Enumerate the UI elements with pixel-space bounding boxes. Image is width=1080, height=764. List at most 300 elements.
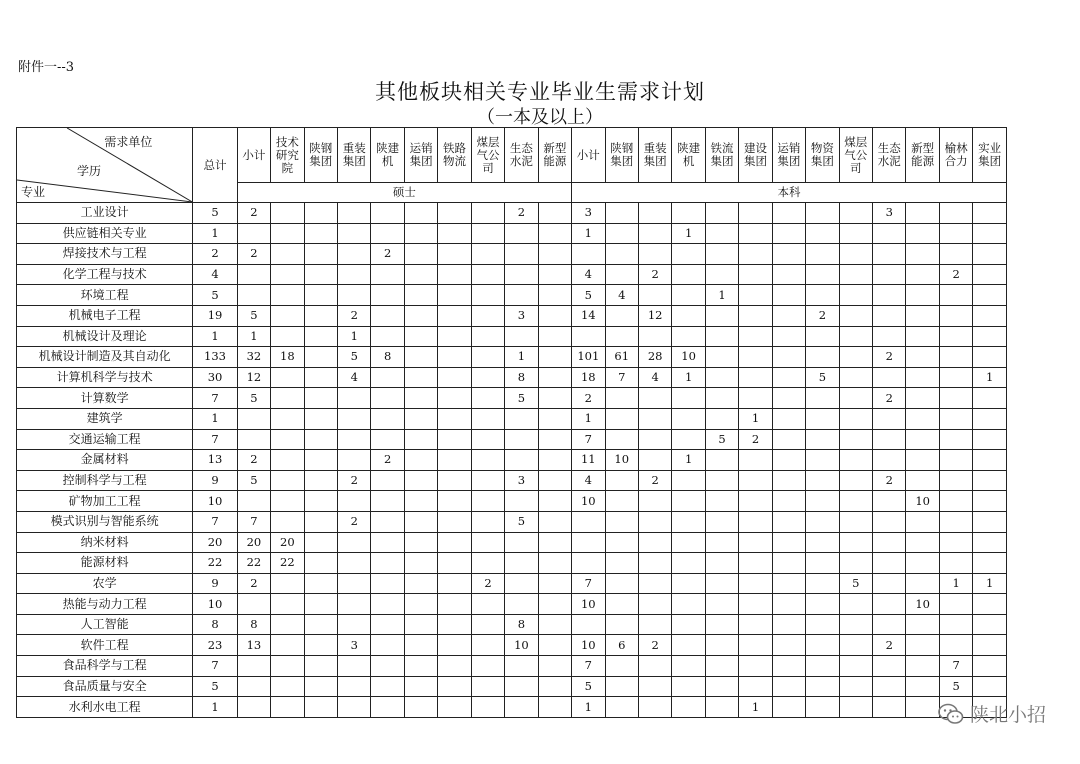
count-cell (271, 573, 304, 594)
count-cell (939, 470, 972, 491)
count-cell (338, 553, 371, 574)
count-cell: 2 (638, 635, 671, 656)
count-cell (873, 244, 906, 265)
count-cell (939, 326, 972, 347)
count-cell (304, 656, 337, 677)
count-cell (939, 223, 972, 244)
count-cell (672, 635, 705, 656)
count-cell (906, 635, 939, 656)
count-cell (438, 429, 471, 450)
count-cell (505, 491, 538, 512)
count-cell (471, 347, 504, 368)
count-cell (772, 635, 805, 656)
count-cell (438, 676, 471, 697)
count-cell (839, 491, 872, 512)
count-cell: 2 (371, 450, 404, 471)
count-cell (471, 450, 504, 471)
count-cell (873, 429, 906, 450)
count-cell (404, 367, 437, 388)
count-cell (538, 573, 571, 594)
count-cell: 4 (572, 470, 605, 491)
major-cell: 化学工程与技术 (17, 264, 193, 285)
count-cell: 8 (505, 367, 538, 388)
count-cell (605, 388, 638, 409)
count-cell (304, 203, 337, 224)
count-cell (839, 223, 872, 244)
total-cell: 7 (193, 388, 237, 409)
count-cell (705, 326, 738, 347)
page-subtitle: （一本及以上） (477, 107, 603, 128)
table-row (17, 326, 1007, 347)
count-cell (973, 511, 1007, 532)
count-cell (338, 594, 371, 615)
count-cell (906, 326, 939, 347)
count-cell (939, 203, 972, 224)
count-cell (772, 367, 805, 388)
count-cell (371, 573, 404, 594)
count-cell (538, 326, 571, 347)
count-cell (438, 532, 471, 553)
count-cell (672, 203, 705, 224)
count-cell (371, 635, 404, 656)
bachelor-col-header: 铁流集团 (705, 128, 738, 183)
table-row (17, 367, 1007, 388)
count-cell (572, 326, 605, 347)
count-cell (839, 656, 872, 677)
count-cell (806, 203, 839, 224)
count-cell (538, 203, 571, 224)
major-cell: 供应链相关专业 (17, 223, 193, 244)
total-cell: 9 (193, 573, 237, 594)
count-cell (806, 491, 839, 512)
count-cell (471, 388, 504, 409)
total-cell: 8 (193, 614, 237, 635)
count-cell (906, 223, 939, 244)
count-cell (739, 244, 772, 265)
count-cell (404, 347, 437, 368)
count-cell (404, 470, 437, 491)
count-cell (638, 203, 671, 224)
count-cell: 2 (572, 388, 605, 409)
table-row (17, 223, 1007, 244)
count-cell (705, 367, 738, 388)
count-cell: 61 (605, 347, 638, 368)
count-cell (939, 408, 972, 429)
count-cell (404, 305, 437, 326)
count-cell (672, 264, 705, 285)
count-cell (973, 450, 1007, 471)
count-cell: 5 (939, 676, 972, 697)
major-cell: 机械设计制造及其自动化 (17, 347, 193, 368)
master-col-header: 新型能源 (538, 128, 571, 183)
count-cell (638, 553, 671, 574)
master-col-header: 重装集团 (338, 128, 371, 183)
table-row (17, 470, 1007, 491)
count-cell (839, 408, 872, 429)
count-cell: 5 (505, 388, 538, 409)
count-cell (304, 244, 337, 265)
count-cell (806, 511, 839, 532)
count-cell (505, 553, 538, 574)
count-cell (638, 614, 671, 635)
count-cell (973, 532, 1007, 553)
count-cell (304, 388, 337, 409)
count-cell (271, 305, 304, 326)
count-cell (939, 511, 972, 532)
count-cell (605, 326, 638, 347)
count-cell: 22 (271, 553, 304, 574)
count-cell (404, 573, 437, 594)
count-cell (237, 656, 270, 677)
count-cell (304, 594, 337, 615)
count-cell (739, 450, 772, 471)
count-cell (906, 264, 939, 285)
major-cell: 计算机科学与技术 (17, 367, 193, 388)
count-cell (605, 676, 638, 697)
count-cell (304, 491, 337, 512)
count-cell (338, 450, 371, 471)
count-cell (438, 491, 471, 512)
major-cell: 农学 (17, 573, 193, 594)
count-cell (271, 388, 304, 409)
count-cell (906, 532, 939, 553)
count-cell (806, 656, 839, 677)
count-cell (906, 511, 939, 532)
count-cell (672, 511, 705, 532)
count-cell (739, 532, 772, 553)
count-cell (471, 635, 504, 656)
count-cell (572, 553, 605, 574)
count-cell (371, 388, 404, 409)
count-cell (438, 553, 471, 574)
count-cell (638, 223, 671, 244)
count-cell (638, 676, 671, 697)
count-cell (237, 697, 270, 718)
count-cell (371, 285, 404, 306)
count-cell (672, 285, 705, 306)
count-cell (271, 285, 304, 306)
count-cell (304, 532, 337, 553)
bachelor-col-header: 煤层气公司 (839, 128, 872, 183)
count-cell (237, 491, 270, 512)
count-cell (338, 676, 371, 697)
count-cell (739, 511, 772, 532)
table-row (17, 408, 1007, 429)
total-cell: 2 (193, 244, 237, 265)
count-cell: 1 (572, 697, 605, 718)
count-cell (873, 285, 906, 306)
count-cell (538, 367, 571, 388)
count-cell: 18 (271, 347, 304, 368)
count-cell (638, 511, 671, 532)
table-row (17, 429, 1007, 450)
count-cell (839, 614, 872, 635)
count-cell (739, 305, 772, 326)
count-cell (538, 429, 571, 450)
count-cell (873, 614, 906, 635)
count-cell (739, 491, 772, 512)
count-cell (572, 511, 605, 532)
count-cell (438, 511, 471, 532)
count-cell (705, 305, 738, 326)
count-cell (338, 656, 371, 677)
count-cell (271, 264, 304, 285)
count-cell: 5 (505, 511, 538, 532)
count-cell (271, 450, 304, 471)
table-row (17, 388, 1007, 409)
count-cell (873, 511, 906, 532)
count-cell: 2 (873, 347, 906, 368)
major-cell: 纳米材料 (17, 532, 193, 553)
count-cell (538, 388, 571, 409)
count-cell: 2 (338, 305, 371, 326)
major-cell: 人工智能 (17, 614, 193, 635)
count-cell (973, 635, 1007, 656)
master-col-header: 小计 (237, 128, 270, 183)
count-cell (806, 408, 839, 429)
count-cell (906, 244, 939, 265)
count-cell (873, 326, 906, 347)
count-cell (371, 367, 404, 388)
count-cell (772, 511, 805, 532)
count-cell (505, 573, 538, 594)
count-cell (638, 573, 671, 594)
count-cell (605, 573, 638, 594)
count-cell (438, 264, 471, 285)
count-cell (605, 656, 638, 677)
count-cell (538, 676, 571, 697)
count-cell (338, 697, 371, 718)
count-cell (672, 573, 705, 594)
count-cell (906, 450, 939, 471)
count-cell (438, 203, 471, 224)
count-cell (304, 697, 337, 718)
count-cell (438, 408, 471, 429)
count-cell: 7 (572, 656, 605, 677)
count-cell: 1 (572, 408, 605, 429)
table-row (17, 264, 1007, 285)
major-cell: 工业设计 (17, 203, 193, 224)
count-cell (973, 326, 1007, 347)
count-cell (839, 203, 872, 224)
count-cell (371, 491, 404, 512)
major-cell: 环境工程 (17, 285, 193, 306)
count-cell (471, 594, 504, 615)
count-cell (839, 367, 872, 388)
count-cell: 12 (638, 305, 671, 326)
count-cell (839, 326, 872, 347)
count-cell (438, 305, 471, 326)
count-cell (404, 285, 437, 306)
count-cell (271, 594, 304, 615)
count-cell (471, 511, 504, 532)
count-cell: 5 (806, 367, 839, 388)
count-cell (939, 285, 972, 306)
count-cell: 1 (739, 697, 772, 718)
count-cell (739, 470, 772, 491)
count-cell (973, 656, 1007, 677)
count-cell (973, 429, 1007, 450)
total-cell: 5 (193, 203, 237, 224)
count-cell (371, 594, 404, 615)
bachelor-col-header: 生态水泥 (873, 128, 906, 183)
count-cell (371, 511, 404, 532)
count-cell (338, 285, 371, 306)
count-cell: 1 (973, 367, 1007, 388)
count-cell (471, 408, 504, 429)
table-row (17, 491, 1007, 512)
count-cell (371, 614, 404, 635)
count-cell (237, 223, 270, 244)
count-cell (605, 264, 638, 285)
count-cell (806, 573, 839, 594)
count-cell (304, 614, 337, 635)
count-cell (873, 573, 906, 594)
count-cell (471, 244, 504, 265)
count-cell: 2 (237, 573, 270, 594)
count-cell (939, 429, 972, 450)
count-cell: 2 (471, 573, 504, 594)
annex-label: 附件一--3 (18, 60, 75, 75)
count-cell (705, 656, 738, 677)
table-row (17, 305, 1007, 326)
count-cell (271, 326, 304, 347)
count-cell (304, 429, 337, 450)
count-cell (772, 594, 805, 615)
count-cell (806, 223, 839, 244)
count-cell (973, 285, 1007, 306)
count-cell (705, 553, 738, 574)
count-cell (672, 491, 705, 512)
count-cell (471, 285, 504, 306)
count-cell (806, 553, 839, 574)
count-cell (505, 244, 538, 265)
count-cell (638, 429, 671, 450)
count-cell: 4 (638, 367, 671, 388)
count-cell (471, 697, 504, 718)
count-cell (672, 429, 705, 450)
watermark-text: 陕北小招 (969, 704, 1046, 726)
count-cell (471, 429, 504, 450)
total-cell: 13 (193, 450, 237, 471)
corner-header-cell (17, 128, 193, 203)
count-cell (839, 450, 872, 471)
count-cell (772, 573, 805, 594)
major-cell: 机械电子工程 (17, 305, 193, 326)
bachelor-col-header: 小计 (572, 128, 605, 183)
major-cell: 控制科学与工程 (17, 470, 193, 491)
count-cell (739, 367, 772, 388)
count-cell (304, 635, 337, 656)
count-cell (873, 491, 906, 512)
major-cell: 建筑学 (17, 408, 193, 429)
count-cell (538, 223, 571, 244)
count-cell (338, 491, 371, 512)
count-cell (572, 532, 605, 553)
count-cell (438, 470, 471, 491)
count-cell (338, 573, 371, 594)
count-cell (471, 676, 504, 697)
count-cell: 10 (906, 491, 939, 512)
major-cell: 金属材料 (17, 450, 193, 471)
count-cell (939, 614, 972, 635)
count-cell (672, 326, 705, 347)
table-row (17, 203, 1007, 224)
count-cell: 10 (672, 347, 705, 368)
watermark (938, 700, 1046, 727)
count-cell (705, 470, 738, 491)
count-cell (271, 367, 304, 388)
corner-major-label: 专业 (21, 185, 46, 199)
count-cell (471, 553, 504, 574)
count-cell (772, 491, 805, 512)
count-cell (304, 264, 337, 285)
count-cell (404, 450, 437, 471)
count-cell (638, 326, 671, 347)
count-cell: 5 (839, 573, 872, 594)
count-cell (672, 305, 705, 326)
count-cell (404, 203, 437, 224)
count-cell (906, 697, 939, 718)
count-cell (438, 223, 471, 244)
total-cell: 5 (193, 676, 237, 697)
count-cell (271, 244, 304, 265)
count-cell (438, 635, 471, 656)
count-cell: 5 (237, 305, 270, 326)
major-cell: 食品科学与工程 (17, 656, 193, 677)
count-cell (271, 223, 304, 244)
count-cell (873, 367, 906, 388)
count-cell (538, 511, 571, 532)
count-cell (973, 491, 1007, 512)
count-cell (404, 491, 437, 512)
count-cell (739, 676, 772, 697)
count-cell (371, 470, 404, 491)
count-cell: 2 (739, 429, 772, 450)
count-cell (404, 614, 437, 635)
count-cell (505, 450, 538, 471)
count-cell (438, 614, 471, 635)
bachelor-col-header: 榆林合力 (939, 128, 972, 183)
count-cell (839, 305, 872, 326)
count-cell (839, 347, 872, 368)
count-cell (906, 408, 939, 429)
count-cell (471, 614, 504, 635)
count-cell (705, 491, 738, 512)
count-cell (271, 635, 304, 656)
count-cell (304, 285, 337, 306)
count-cell: 1 (705, 285, 738, 306)
count-cell: 8 (505, 614, 538, 635)
count-cell: 3 (505, 305, 538, 326)
count-cell (538, 656, 571, 677)
count-cell: 2 (638, 264, 671, 285)
count-cell (839, 635, 872, 656)
count-cell (638, 594, 671, 615)
count-cell (772, 676, 805, 697)
count-cell (705, 203, 738, 224)
count-cell (739, 285, 772, 306)
count-cell (605, 614, 638, 635)
count-cell (304, 511, 337, 532)
count-cell (471, 656, 504, 677)
count-cell: 1 (739, 408, 772, 429)
count-cell (605, 697, 638, 718)
table-row (17, 676, 1007, 697)
count-cell (672, 656, 705, 677)
count-cell (572, 244, 605, 265)
major-cell: 焊接技术与工程 (17, 244, 193, 265)
